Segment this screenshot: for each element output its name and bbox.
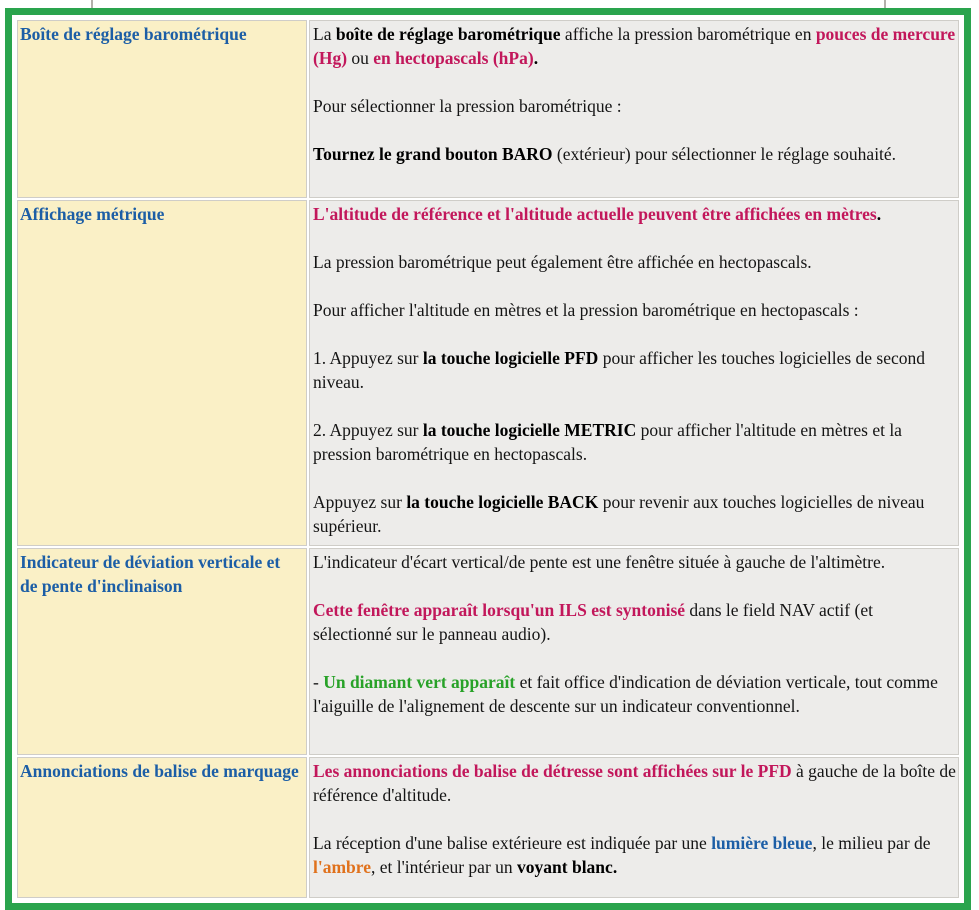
text-segment: L'indicateur d'écart vertical/de pente est une fenêtre située à gauche de l'altimètre. (313, 552, 886, 572)
text-segment: . (612, 857, 618, 877)
paragraph (313, 142, 956, 166)
paragraph (313, 670, 956, 718)
text-segment: , et l'intérieur par un (371, 857, 518, 877)
text-segment: l'ambre (313, 857, 372, 877)
table-row (17, 200, 959, 546)
text-segment: Tournez le grand bouton BARO (313, 144, 553, 164)
text-segment: Les annonciations de balise de détresse sont affichées sur le PFD (313, 761, 792, 781)
paragraph (313, 831, 956, 879)
paragraph (313, 346, 956, 394)
text-segment: , le milieu par de (812, 833, 931, 853)
text-segment: en hectopascals (hPa) (373, 48, 534, 68)
row-label-cell (17, 757, 307, 898)
text-segment: 2. Appuyez sur (313, 420, 423, 440)
info-table (15, 18, 961, 900)
row-label-cell (17, 20, 307, 198)
paragraph (313, 298, 956, 322)
text-segment: voyant blanc (517, 857, 613, 877)
paragraph (313, 550, 956, 574)
row-label-cell (17, 548, 307, 755)
text-segment: La (313, 24, 336, 44)
paragraph (313, 22, 956, 70)
text-segment: - (313, 672, 324, 692)
table-row (17, 20, 959, 198)
text-segment: Appuyez sur (313, 492, 407, 512)
table-row (17, 757, 959, 898)
text-segment: Cette fenêtre apparaît lorsqu'un ILS est syntonisé (313, 600, 686, 620)
row-content-cell (309, 200, 959, 546)
row-content-cell (309, 757, 959, 898)
table-frame (5, 8, 971, 910)
paragraph (313, 759, 956, 807)
text-segment: . (876, 204, 882, 224)
text-segment: Pour afficher l'altitude en mètres et la pression barométrique en hectopascals : (313, 300, 859, 320)
paragraph (313, 202, 956, 226)
text-segment: L'altitude de référence et l'altitude actuelle peuvent être affichées en mètres (313, 204, 877, 224)
paragraph (313, 94, 956, 118)
text-segment: Un diamant vert apparaît (323, 672, 516, 692)
paragraph (313, 598, 956, 646)
text-segment: 1. Appuyez sur (313, 348, 423, 368)
paragraph (313, 490, 956, 538)
row-content-cell (309, 20, 959, 198)
table-row (17, 548, 959, 755)
text-segment: pour afficher les touches logicielles de second niveau. (313, 348, 926, 392)
text-segment: pour afficher l'altitude en mètres et la pression barométrique en hectopascals. (313, 420, 902, 464)
text-segment: boîte de réglage barométrique (335, 24, 561, 44)
row-label-cell (17, 200, 307, 546)
text-segment: à gauche de la boîte de référence d'altitude. (313, 761, 956, 805)
text-segment: la touche logicielle PFD (422, 348, 599, 368)
text-segment: pouces de mercure (Hg) (313, 24, 956, 68)
row-content-cell (309, 548, 959, 755)
text-segment: Pour sélectionner la pression barométrique : (313, 96, 622, 116)
text-segment: lumière bleue (711, 833, 813, 853)
paragraph (313, 250, 956, 274)
row-label: Indicateur de déviation verticale et de pente d'inclinaison (20, 552, 281, 596)
text-segment: . (533, 48, 539, 68)
row-label: Boîte de réglage barométrique (20, 24, 247, 44)
text-segment: affiche la pression barométrique en (560, 24, 816, 44)
text-segment: (extérieur) pour sélectionner le réglage souhaité. (552, 144, 897, 164)
row-label: Affichage métrique (20, 204, 165, 224)
text-segment: La réception d'une balise extérieure est indiquée par une (313, 833, 712, 853)
paragraph (313, 418, 956, 466)
text-segment: La pression barométrique peut également être affichée en hectopascals. (313, 252, 812, 272)
row-label: Annonciations de balise de marquage (20, 761, 299, 781)
text-segment: la touche logicielle METRIC (422, 420, 637, 440)
text-segment: et fait office d'indication de déviation verticale, tout comme l'aiguille de l'alignement de descente sur un indicateur conventionnel. (313, 672, 938, 716)
table-body (17, 20, 959, 898)
text-segment: pour revenir aux touches logicielles de niveau supérieur. (313, 492, 925, 536)
text-segment: ou (347, 48, 374, 68)
text-segment: dans le field NAV actif (et sélectionné sur le panneau audio). (313, 600, 873, 644)
text-segment: la touche logicielle BACK (406, 492, 599, 512)
